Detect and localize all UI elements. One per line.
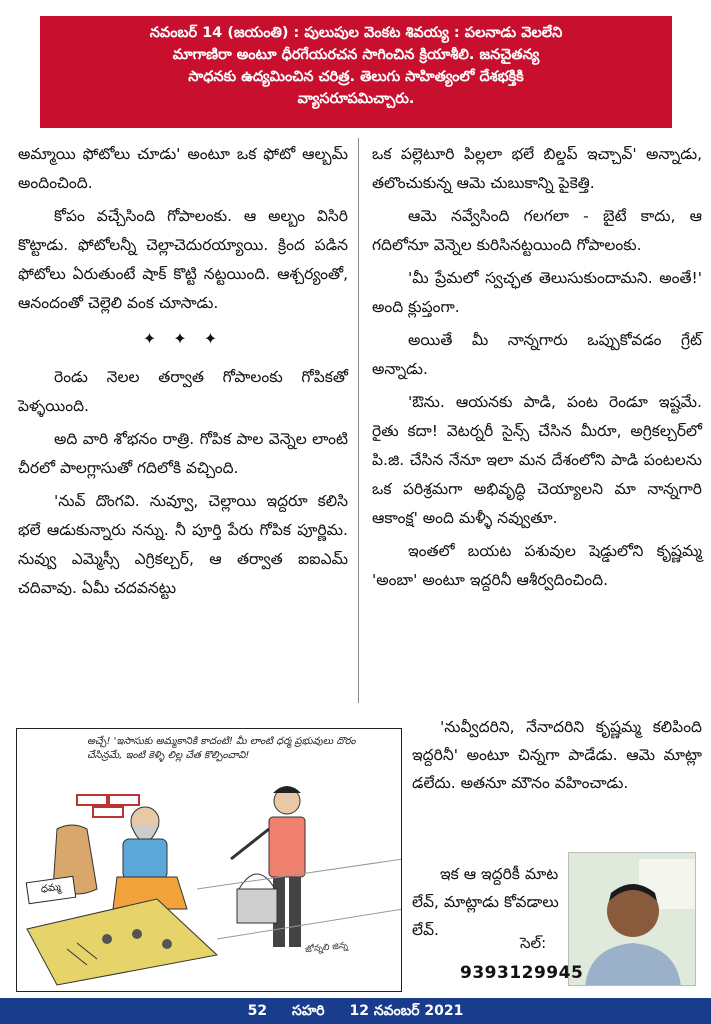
column-divider [358,138,359,703]
magazine-name: సహరి [292,1003,325,1019]
right-column [372,140,702,599]
cartoon-sign-board: ధమ్మ [26,876,77,904]
cartoon-illustration [16,728,402,992]
banner-line: మాగాణిరా అంటూ ధీరగేయరచన సాగించిన క్రియాశీలి. జనచైతన్య [172,47,540,63]
cartoon-caption: అచ్చే! 'ఇసాసుకు అమ్మకానికి కాదంటి! మీ లాంటి ధర్మ ప్రభువులు దొరం చేసిన్రమే, ఇంటి కెళ్ళి లిల్ల చేత కొల్పించావి! [87,736,356,761]
page-number: 52 [247,1003,268,1019]
paragraph: కోపం వచ్చేసింది గోపాలంకు. ఆ అల్బం విసిరి కొట్టాడు. ఫోటోలన్నీ చెల్లాచెదురయ్యాయి. క్రింద పడిన ఫోటోలు ఏరుతుంటే షాక్ కొట్టి నట్టయింది. ఆశ్చర్యంతో, ఆనందంతో చెల్లెలి వంక చూసాడు. [18,207,348,312]
paragraph: ఆమె నవ్వేసింది గలగలా - బైటే కాదు, ఆ గదిలోనూ వెన్నెల కురిసినట్టయింది గోపాలంకు. [372,207,702,254]
cartoon-drawing [17,729,402,992]
paragraph: రెండు నెలల తర్వాత గోపాలంకు గోపికతో పెళ్ళయింది. [18,368,348,415]
seated-man-icon [113,807,187,909]
banner-line: వ్యాసరూపమిచ్చారు. [297,91,415,107]
paragraph: ఇక ఆ ఇద్దరికీ మాట లేవ్, మాట్లాడు కోవడాలు లేవ్. [412,865,559,939]
banner-line: సాధనకు ఉద్యమించిన చరిత్ర. తెలుగు సాహిత్యంలో దేశభక్తికి [188,69,524,85]
page-footer [0,998,711,1024]
author-photo [568,852,696,986]
paragraph: అయితే మీ నాన్నగారు ఒప్పుకోవడం గ్రేట్ అన్నాడు. [372,331,702,378]
section-separator: ✦ ✦ ✦ [142,329,224,348]
basket-icon [237,874,277,923]
paragraph: అమ్మాయి ఫోటోలు చూడు' అంటూ ఒక ఫోటో ఆల్బమ్ అందించింది. [18,145,348,192]
issue-date: 12 నవంబర్ 2021 [349,1003,464,1019]
paragraph: ఒక పల్లెటూరి పిల్లలా భలే బిల్డప్ ఇచ్చావ్' అన్నాడు, తలొంచుకున్న ఆమె చుబుకాన్ని పైకెత్తి. [372,145,702,192]
author-portrait-icon [569,853,696,986]
paragraph: ఇంతలో బయట పశువుల షెడ్డులోని కృష్ణమ్మ 'అంబా' అంటూ ఇద్దరినీ ఆశీర్వదించింది. [372,542,702,589]
cell-label: సెల్: [520,934,547,952]
artist-signature: జోన్నలి జిన్న [304,940,349,956]
paragraph: 'మీ ప్రేమలో స్వచ్ఛత తెలుసుకుందామని. అంతే!' అంది క్లుప్తంగా. [372,269,702,316]
mat-with-items-icon [27,899,217,985]
paragraph: 'ఔను. ఆయనకు పాడి, పంట రెండూ ఇష్టమే. రైతు కదా! వెటర్నరీ సైన్స్ చేసిన మీరూ, అగ్రికల్చర్‌లో పి.జి. చేసిన నేనూ ఇలా మన దేశంలోని పాడి పంటలను ఒక పరిశ్రమగా అభివృద్ధి చెయ్యాలని మా నాన్నగారి ఆకాంక్ష' అంది మళ్ళీ నవ్వుతూ. [372,393,702,527]
paragraph: 'నువ్ దొంగవి. నువ్వూ, చెల్లాయి ఇద్దరూ కలిసి భలే ఆడుకున్నారు నన్ను. నీ పూర్తి పేరు గోపిక పూర్ణిమ. నువ్వు ఎమ్మెస్సీ ఎగ్రికల్చర్, ఆ తర్వాత ఐఐఎమ్ చదివావు. ఏమీ చదవనట్టు [18,492,348,597]
banner-line: నవంబర్ 14 (జయంతి) : పులుపుల వెంకట శివయ్య : పలనాడు వెలలేని [149,25,563,41]
brick-wall-icon [77,795,139,817]
cell-number: 9393129945 [460,963,584,983]
right-bottom-text [412,713,702,797]
right-bottom-text-2 [412,860,562,944]
paragraph: 'నువ్వీదరిని, నేనాదరిని కృష్ణమ్మ కలిపింది ఇద్దరినీ' అంటూ చిన్నగా పాడేడు. ఆమె మాట్లా డలేదు. అతనూ మౌనం వహించాడు. [412,718,702,792]
paragraph: అది వారి శోభనం రాత్రి. గోపిక పాల వెన్నెల లాంటి చీరలో పాలగ్లాసుతో గదిలోకి వచ్చింది. [18,430,348,477]
header-banner [40,16,672,128]
left-column [18,140,348,607]
